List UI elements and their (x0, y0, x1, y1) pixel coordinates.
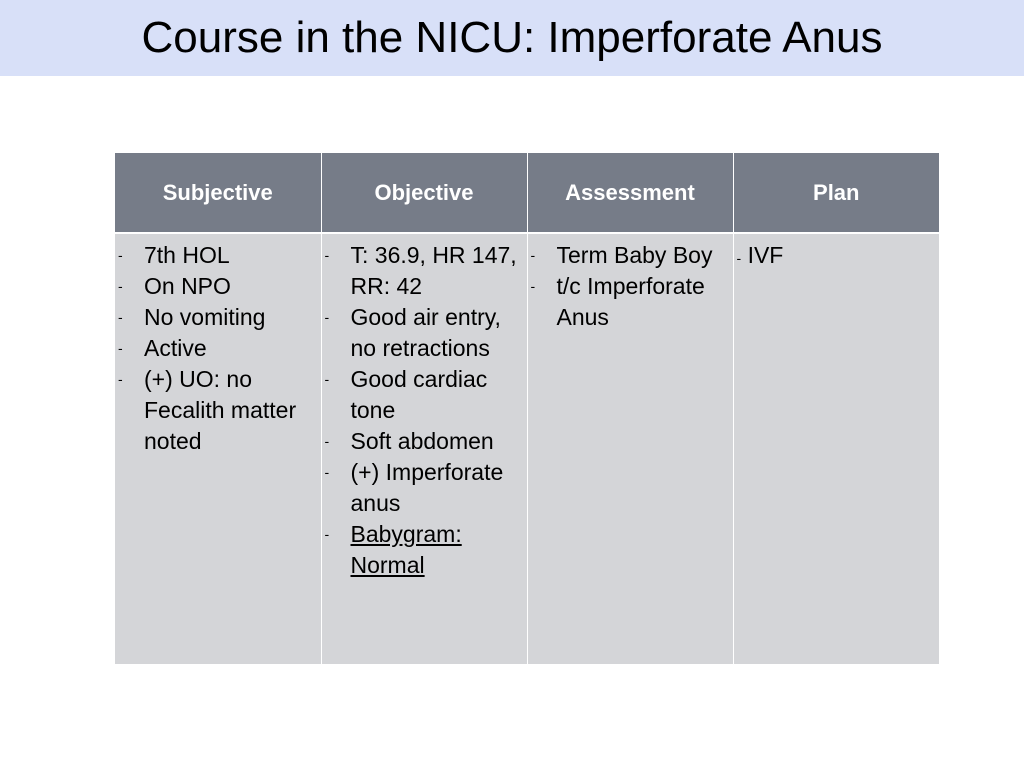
content-row (115, 233, 939, 664)
list-item: - Good air entry, no retractions (322, 302, 523, 364)
babygram-text: Babygram: Normal (350, 521, 462, 578)
plan-text: IVF (747, 242, 784, 268)
list-item: - Good cardiac tone (322, 364, 523, 426)
title-bar (0, 0, 1024, 76)
header-row (115, 153, 939, 233)
subjective-list (115, 240, 317, 457)
assessment-list (528, 240, 729, 333)
list-item: - 7th HOL (115, 240, 317, 271)
list-item: - T: 36.9, HR 147, RR: 42 (322, 240, 523, 302)
header-objective: Objective (321, 153, 527, 233)
list-item: - (+) UO: no Fecalith matter noted (115, 364, 317, 457)
list-item: - (+) Imperforate anus (322, 457, 523, 519)
assessment-cell (527, 233, 733, 664)
header-plan: Plan (733, 153, 939, 233)
list-item: - On NPO (115, 271, 317, 302)
slide-title: Course in the NICU: Imperforate Anus (141, 13, 883, 62)
objective-cell (321, 233, 527, 664)
plan-dash: - (736, 250, 742, 266)
plan-cell (733, 233, 939, 664)
list-item: - t/c Imperforate Anus (528, 271, 729, 333)
list-item: - No vomiting (115, 302, 317, 333)
header-assessment: Assessment (527, 153, 733, 233)
list-item: - Active (115, 333, 317, 364)
list-item (322, 519, 523, 581)
subjective-cell (115, 233, 321, 664)
list-item: - Soft abdomen (322, 426, 523, 457)
header-subjective: Subjective (115, 153, 321, 233)
soap-table (115, 153, 939, 664)
list-item: - Term Baby Boy (528, 240, 729, 271)
objective-list (322, 240, 523, 581)
